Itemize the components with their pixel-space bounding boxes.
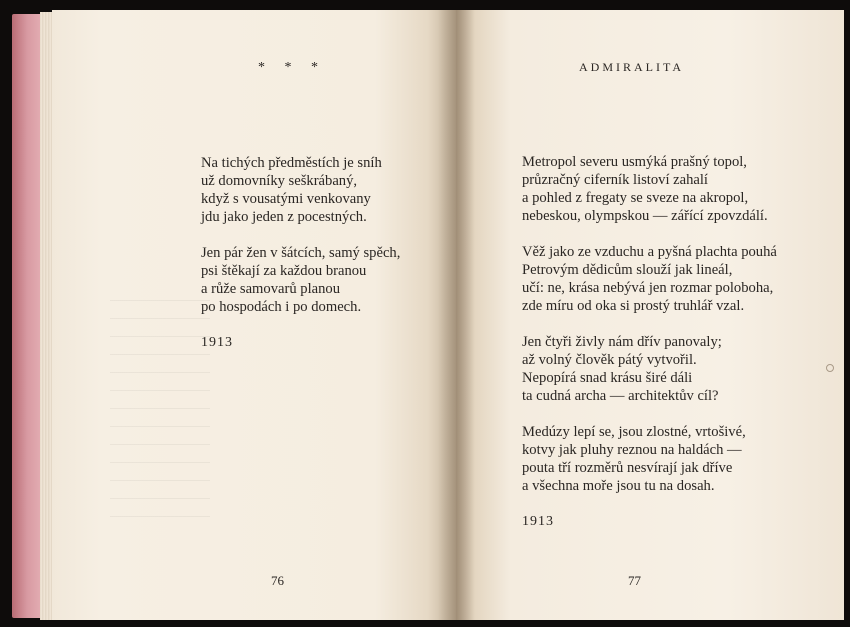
verse-line: Medúzy lepí se, jsou zlostné, vrtošivé, [522,424,746,440]
stanza [522,153,777,225]
section-ornament: * * * [258,60,326,75]
verse-line: když s vousatými venkovany [201,191,371,207]
poem-year: 1913 [201,335,233,350]
verse-line: ta cudná archa — architektův cíl? [522,388,719,404]
stanza [201,244,400,316]
verse-line: Petrovým dědicům slouží jak lineál, [522,262,733,278]
running-head: ADMIRALITA [579,60,685,74]
verse-line: už domovníky seškrábaný, [201,173,358,189]
verse-line: Na tichých předměstích je sníh [201,155,382,171]
book-gutter [438,10,474,620]
verse-line: a pohled z fregaty se sveze na akropol, [522,190,749,206]
stanza [201,154,400,226]
page-number-left: 76 [271,573,284,588]
verse-line: až volný člověk pátý vytvořil. [522,352,697,368]
verse-line: nebeskou, olympskou — zářící zpovzdálí. [522,208,768,224]
verse-line: jdu jako jeden z pocestných. [201,209,367,225]
stanza [522,423,777,495]
verse-line: Nepopírá snad krásu širé dáli [522,370,693,386]
right-poem [522,153,777,531]
stanza [522,243,777,315]
verse-line: Jen čtyři živly nám dřív panovaly; [522,334,722,350]
verse-line: Jen pár žen v šátcích, samý spěch, [201,245,401,261]
verse-line: Věž jako ze vzduchu a pyšná plachta pouhá [522,244,777,260]
verse-line: po hospodách i po domech. [201,299,362,315]
verse-line: psi štěkají za každou branou [201,263,367,279]
show-through-text [110,300,210,530]
page-number-right: 77 [628,573,641,588]
verse-line: Metropol severu usmýká prašný topol, [522,154,747,170]
verse-line: učí: ne, krása nebývá jen rozmar poloboha, [522,280,774,296]
verse-line: zde míru od oka si prostý truhlář vzal. [522,298,745,314]
stanza [522,333,777,405]
paper-hole-mark [826,364,834,372]
verse-line: kotvy jak pluhy reznou na haldách — [522,442,742,458]
verse-line: průzračný ciferník listoví zahalí [522,172,708,188]
verse-line: pouta tří rozměrů nesvírají jak dříve [522,460,733,476]
poem-year: 1913 [522,514,554,529]
verse-line: a všechna moře jsou tu na dosah. [522,478,715,494]
verse-line: a růže samovarů planou [201,281,340,297]
left-poem [201,154,400,352]
